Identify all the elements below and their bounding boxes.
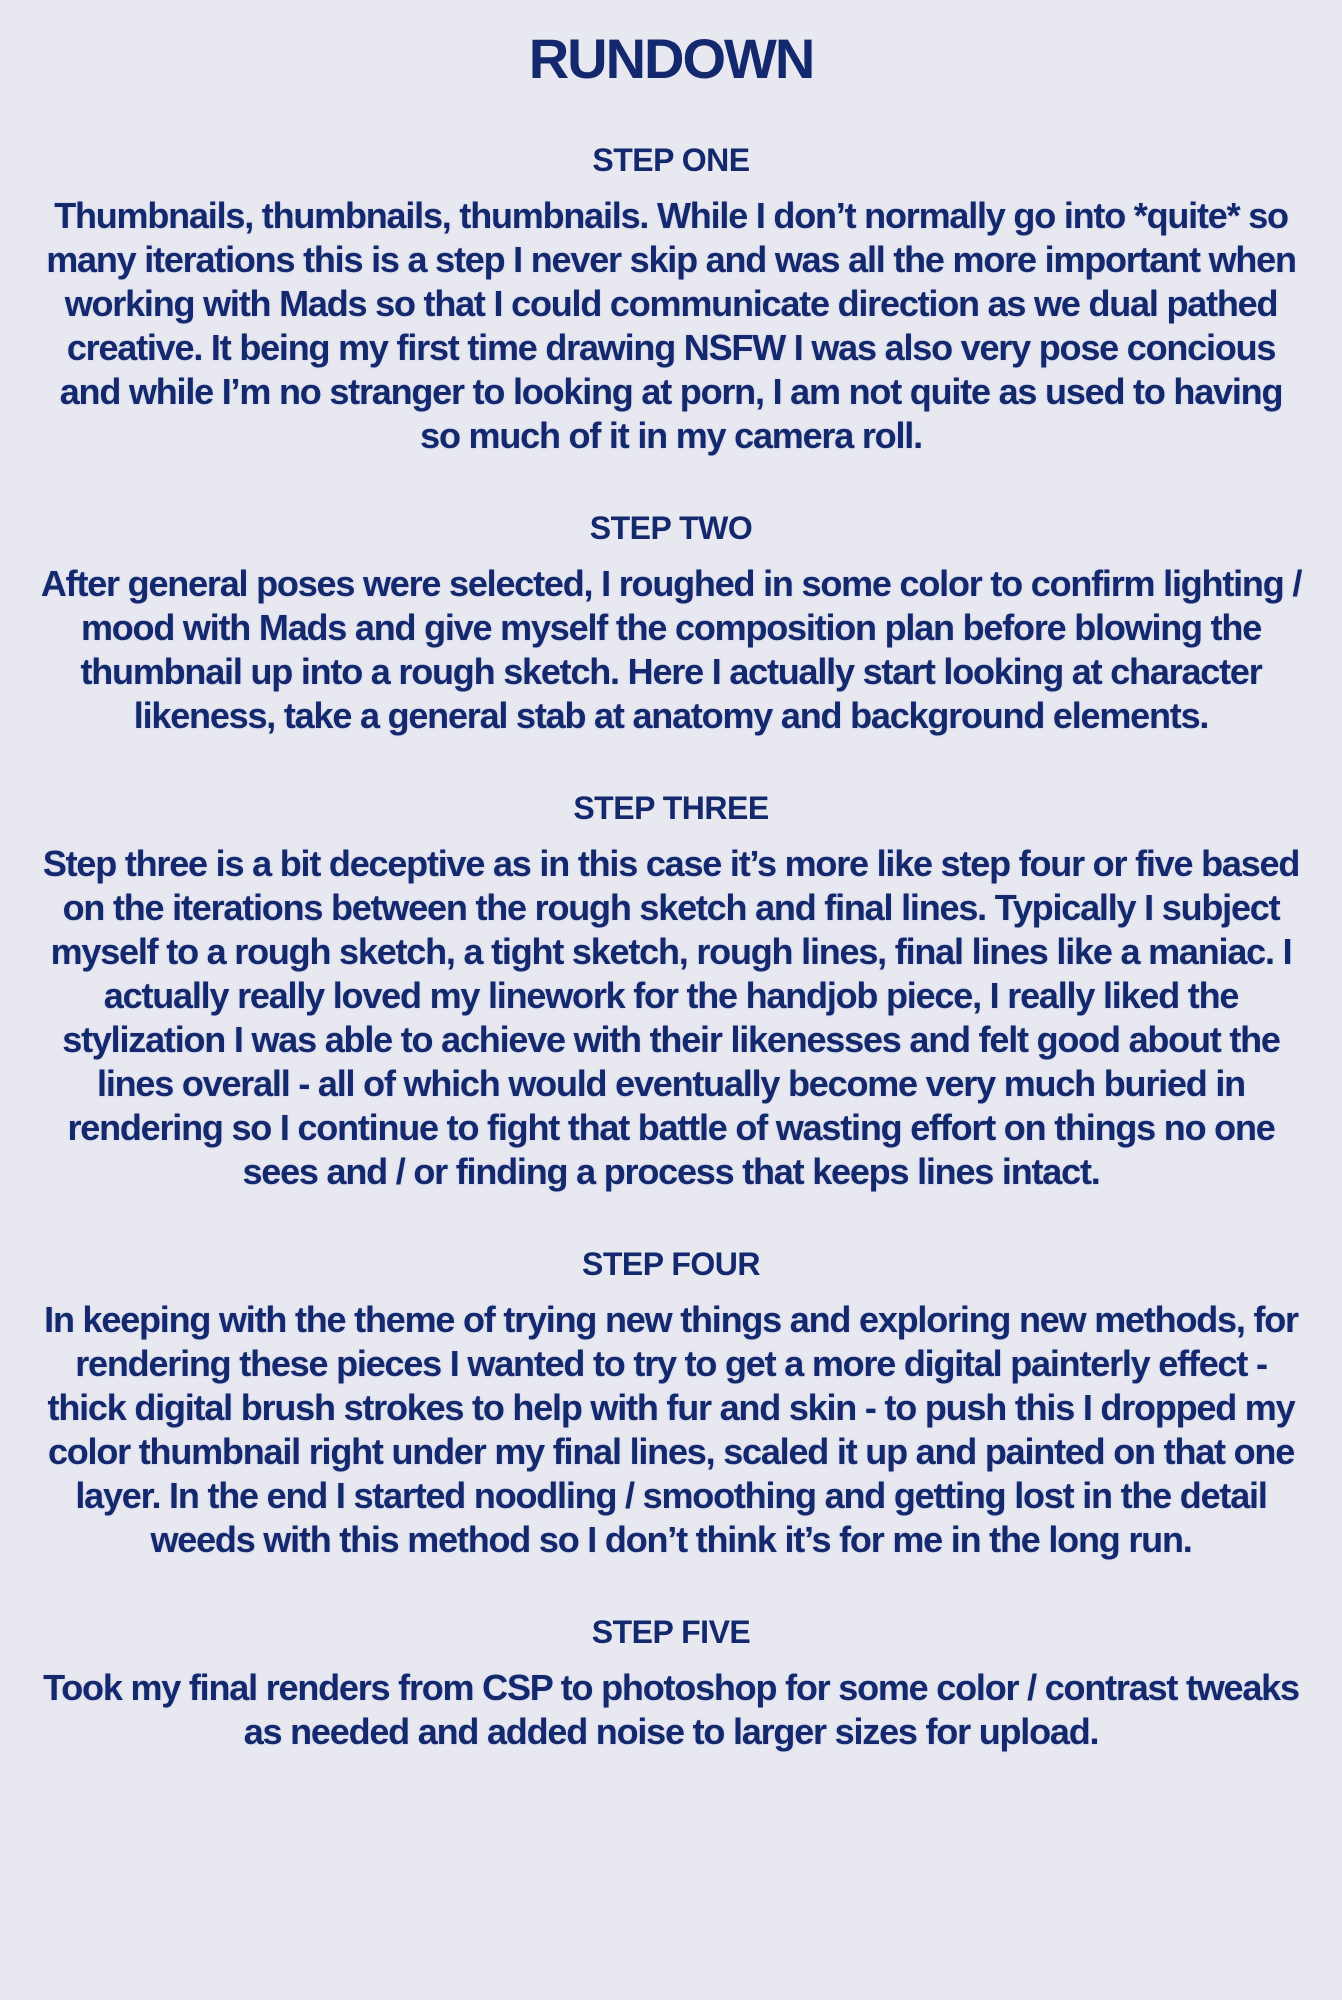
section-body-step-three: Step three is a bit deceptive as in this case it’s more like step four or five based on the iterations between the rough sketch and final lines. Typically I subject myself to a rough sketch, a tight sketch, rough lines, final lines like a maniac. I actually really loved my linework for the handjob piece, I really liked the stylization I was able to achieve with their likenesses and felt good about the lines overall - all of which would eventually become very much buried in rendering so I continue to fight that battle of wasting effort on things no one sees and / or finding a process that keeps lines intact.: [42, 843, 1300, 1192]
section-heading-step-four: STEP FOUR: [581, 1246, 761, 1282]
section-heading-step-five: STEP FIVE: [591, 1614, 751, 1650]
section-body-step-five: Took my final renders from CSP to photoshop for some color / contrast tweaks as needed and added noise to larger sizes for upload.: [43, 1667, 1299, 1752]
section-heading-step-one: STEP ONE: [592, 142, 750, 178]
section-heading-step-three: STEP THREE: [573, 790, 769, 826]
section-body-step-four: In keeping with the theme of trying new things and exploring new methods, for rendering these pieces I wanted to try to get a more digital painterly effect - thick digital brush strokes to help with fur and skin - to push this I dropped my color thumbnail right under my final lines, scaled it up and painted on that one layer. In the end I started noodling / smoothing and getting lost in the detail weeds with this method so I don’t think it’s for me in the long run.: [44, 1299, 1298, 1560]
section-body-step-two: After general poses were selected, I roughed in some color to confirm lighting / mood with Mads and give myself the composition plan before blowing the thumbnail up into a rough sketch. Here I actually start looking at character likeness, take a general stab at anatomy and background elements.: [40, 563, 1302, 736]
section-step-one: [36, 140, 1306, 458]
section-step-four: [36, 1244, 1306, 1562]
section-body-step-one: Thumbnails, thumbnails, thumbnails. While I don’t normally go into *quite* so many iterations this is a step I never skip and was all the more important when working with Mads so that I could communicate direction as we dual pathed creative. It being my first time drawing NSFW I was also very pose concious and while I’m no stranger to looking at porn, I am not quite as used to having so much of it in my camera roll.: [46, 195, 1296, 456]
page-title: RUNDOWN: [528, 27, 814, 90]
section-step-three: [36, 788, 1306, 1194]
section-heading-step-two: STEP TWO: [589, 510, 753, 546]
section-step-two: [36, 508, 1306, 738]
section-step-five: [36, 1612, 1306, 1754]
